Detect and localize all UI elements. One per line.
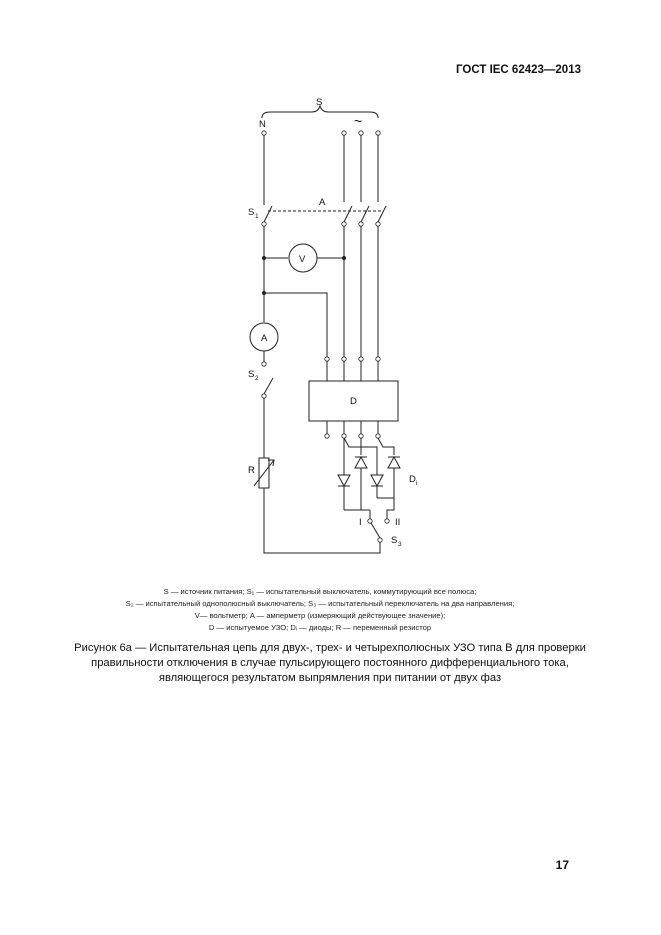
diode-3	[371, 475, 383, 486]
junction-v-right	[342, 256, 346, 260]
s1-blade-l1	[344, 206, 352, 222]
terminal-l2-top	[359, 131, 363, 135]
resistor-label: R	[248, 465, 255, 476]
s1-label-sub: 1	[255, 213, 259, 220]
s3-terminal-pos1	[368, 519, 372, 523]
s2-label-sub: 2	[255, 375, 259, 382]
diodes-label: D	[409, 474, 416, 485]
terminal-l1-top	[342, 131, 346, 135]
d-terminal-bot-l3	[376, 434, 380, 438]
diode-2	[355, 457, 367, 468]
s3-blade	[371, 523, 380, 538]
s3-label: S	[391, 535, 398, 546]
page-number: 17	[555, 858, 569, 872]
s1-terminal-n	[262, 222, 266, 226]
wire-l3-cross	[378, 438, 394, 455]
d-terminal-top-l2	[359, 357, 363, 361]
ac-symbol: ~	[354, 113, 363, 129]
d-terminal-top-l3	[376, 357, 380, 361]
diode-4	[388, 457, 400, 468]
terminal-n-top	[262, 131, 266, 135]
s3-terminal-common	[378, 538, 382, 542]
s1-terminal-l3	[376, 222, 380, 226]
d-terminal-bot-l1	[342, 434, 346, 438]
caption-line-1: Рисунок 6а — Испытательная цепь для двух-, трех- и четырехполюсных УЗО типа В для проверки	[74, 642, 586, 654]
s1-blade-l3	[378, 206, 386, 222]
caption-line-3: являющегося результатом выпрямления при питании от двух фаз	[158, 672, 502, 684]
ammeter-line-label: A	[319, 197, 326, 208]
s1-label: S	[248, 207, 255, 218]
wire-to-pos2	[387, 498, 394, 519]
source-label: S	[316, 97, 323, 108]
voltmeter-label: V	[299, 254, 306, 265]
s1-blade-l2	[361, 206, 369, 222]
diodes-label-sub: i	[416, 480, 418, 487]
d-terminal-top-l1	[342, 357, 346, 361]
s3-label-sub: 3	[398, 541, 402, 548]
document-code: ГОСТ IEC 62423—2013	[456, 64, 581, 76]
pos2-label: II	[395, 517, 401, 528]
figure-caption	[20, 641, 640, 686]
s2-label: S	[248, 369, 255, 380]
pos1-label: I	[359, 517, 362, 528]
diode-1	[338, 475, 350, 486]
wire-r-to-s3	[264, 488, 380, 553]
legend-line-2: S₂ — испытательный однополюсный выключатель; S₃ — испытательный переключатель на два направления;	[125, 599, 515, 608]
legend	[40, 586, 600, 634]
s3-terminal-pos2	[385, 519, 389, 523]
legend-line-3: V— вольтметр; A — амперметр (измеряющий действующее значение);	[194, 611, 446, 620]
terminal-l3-top	[376, 131, 380, 135]
rcd-label: D	[350, 396, 357, 407]
d-terminal-bot-l2	[359, 434, 363, 438]
s2-blade	[264, 378, 273, 394]
d-terminal-bot-n	[325, 434, 329, 438]
legend-line-4: D — испытуемое УЗО; Dᵢ — диоды; R — переменный резистор	[208, 623, 432, 632]
s2-terminal-bottom	[262, 394, 266, 398]
legend-line-1: S — источник питания; S₁ — испытательный выключатель, коммутирующий все полюса;	[163, 587, 477, 596]
s1-terminal-l2	[359, 222, 363, 226]
s1-blade-n	[264, 206, 272, 222]
s2-terminal-top	[262, 362, 266, 366]
caption-line-2: правильности отключения в случае пульсирующего постоянного дифференциального тока,	[91, 657, 569, 669]
s1-terminal-l1	[342, 222, 346, 226]
neutral-label: N	[259, 119, 266, 130]
ammeter-label: A	[261, 333, 268, 344]
d-terminal-top-n	[325, 357, 329, 361]
